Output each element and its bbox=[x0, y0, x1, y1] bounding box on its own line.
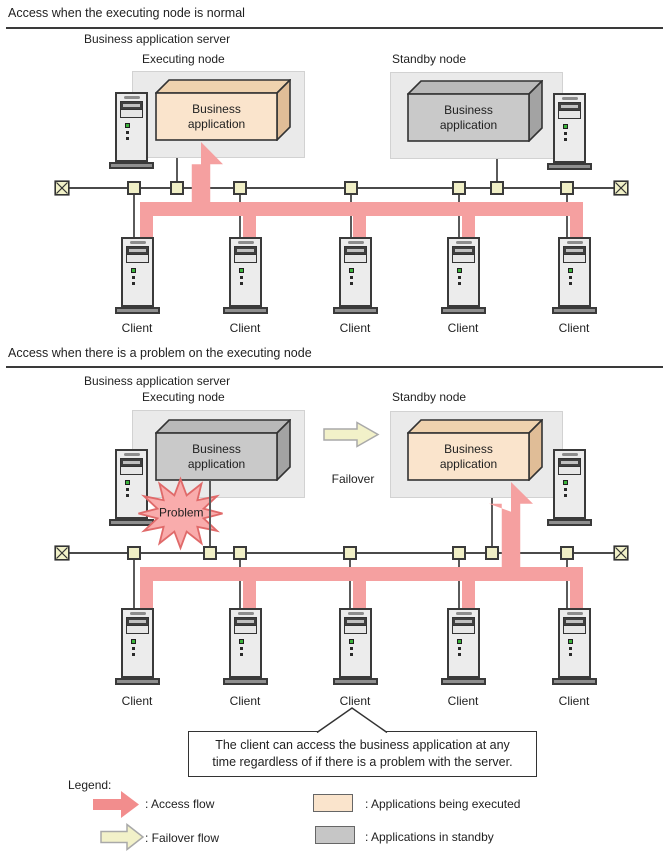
access-flow-stub bbox=[570, 581, 583, 608]
network-tap bbox=[170, 181, 184, 195]
client-label: Client bbox=[447, 694, 479, 708]
standby-node-connector bbox=[496, 159, 498, 182]
server-tower-icon bbox=[547, 449, 592, 526]
access-flow-stub bbox=[243, 216, 256, 237]
legend-title: Legend: bbox=[68, 778, 112, 792]
network-tap bbox=[343, 546, 357, 560]
executing-node-connector bbox=[176, 158, 178, 182]
network-tap bbox=[233, 546, 247, 560]
network-terminator-icon bbox=[613, 545, 629, 561]
problem-label: Problem bbox=[158, 505, 204, 520]
diagram1-cluster-label: Business application server bbox=[84, 32, 231, 46]
failover-flow-legend-icon bbox=[100, 823, 145, 851]
server-tower-icon bbox=[109, 92, 154, 169]
client-tower-icon bbox=[441, 237, 486, 314]
access-flow-stub bbox=[243, 581, 256, 608]
app-label: Business application bbox=[187, 441, 246, 471]
diagram1-standby-node-label: Standby node bbox=[392, 52, 467, 66]
app-label: Business application bbox=[439, 102, 498, 132]
client-label: Client bbox=[558, 321, 590, 335]
network-terminator-icon bbox=[54, 180, 70, 196]
failover-arrow-icon bbox=[323, 421, 380, 448]
network-tap bbox=[127, 181, 141, 195]
client-tower-icon bbox=[223, 237, 268, 314]
client-label: Client bbox=[229, 694, 261, 708]
diagram2-standby-app-box bbox=[407, 419, 543, 481]
access-flow-stub bbox=[462, 581, 475, 608]
diagram1-title: Access when the executing node is normal bbox=[8, 6, 245, 20]
client-label: Client bbox=[447, 321, 479, 335]
callout-text-line2: time regardless of if there is a problem with the server. bbox=[212, 755, 513, 769]
standby-node-connector bbox=[491, 498, 493, 546]
diagram1-executing-node-label: Executing node bbox=[142, 52, 225, 66]
diagram1-standby-app-box bbox=[407, 80, 543, 142]
network-tap bbox=[344, 181, 358, 195]
network-tap bbox=[233, 181, 247, 195]
client-tower-icon bbox=[223, 608, 268, 685]
server-tower-icon bbox=[547, 93, 592, 170]
network-bus-line bbox=[62, 187, 621, 189]
access-flow-stub bbox=[353, 581, 366, 608]
executing-app-swatch bbox=[313, 794, 353, 812]
failover-label: Failover bbox=[331, 472, 375, 486]
client-tower-icon bbox=[115, 237, 160, 314]
network-tap bbox=[490, 181, 504, 195]
client-tower-icon bbox=[115, 608, 160, 685]
diagram1-divider bbox=[6, 27, 663, 29]
network-terminator-icon bbox=[613, 180, 629, 196]
diagram2-executing-app-box bbox=[155, 419, 291, 481]
network-tap bbox=[485, 546, 499, 560]
network-terminator-icon bbox=[54, 545, 70, 561]
network-tap bbox=[452, 181, 466, 195]
callout-text-line1: The client can access the business application at any bbox=[215, 738, 510, 752]
diagram2-standby-node-label: Standby node bbox=[392, 390, 467, 404]
network-tap bbox=[560, 181, 574, 195]
access-flow-stub bbox=[140, 216, 153, 237]
legend-access-flow-label: : Access flow bbox=[145, 797, 215, 811]
client-connector bbox=[133, 560, 135, 608]
client-label: Client bbox=[121, 694, 153, 708]
legend-failover-flow-label: : Failover flow bbox=[145, 831, 220, 845]
client-tower-icon bbox=[333, 237, 378, 314]
client-connector bbox=[133, 195, 135, 237]
client-label: Client bbox=[121, 321, 153, 335]
diagram2-cluster-label: Business application server bbox=[84, 374, 231, 388]
executing-node-connector bbox=[209, 480, 211, 546]
client-tower-icon bbox=[552, 608, 597, 685]
access-flow-stub bbox=[570, 216, 583, 237]
access-flow-stub bbox=[462, 216, 475, 237]
client-label: Client bbox=[339, 321, 371, 335]
diagram2-title: Access when there is a problem on the executing node bbox=[8, 346, 312, 360]
diagram2-executing-node-label: Executing node bbox=[142, 390, 225, 404]
diagram2-divider bbox=[6, 366, 663, 368]
app-label: Business application bbox=[187, 101, 246, 131]
callout-pointer bbox=[316, 707, 388, 733]
legend-executing-label: : Applications being executed bbox=[365, 797, 521, 811]
client-label: Client bbox=[339, 694, 371, 708]
access-flow-stub bbox=[140, 581, 153, 608]
diagram1-executing-app-box bbox=[155, 79, 291, 141]
client-label: Client bbox=[558, 694, 590, 708]
access-flow-legend-icon bbox=[93, 791, 139, 818]
network-bus-line bbox=[62, 552, 621, 554]
access-flow-stub bbox=[353, 216, 366, 237]
network-tap bbox=[560, 546, 574, 560]
client-tower-icon bbox=[441, 608, 486, 685]
client-tower-icon bbox=[333, 608, 378, 685]
client-tower-icon bbox=[552, 237, 597, 314]
standby-app-swatch bbox=[315, 826, 355, 844]
app-label: Business application bbox=[439, 441, 498, 471]
network-tap bbox=[452, 546, 466, 560]
client-label: Client bbox=[229, 321, 261, 335]
callout-box bbox=[188, 731, 537, 777]
legend-standby-label: : Applications in standby bbox=[365, 830, 494, 844]
